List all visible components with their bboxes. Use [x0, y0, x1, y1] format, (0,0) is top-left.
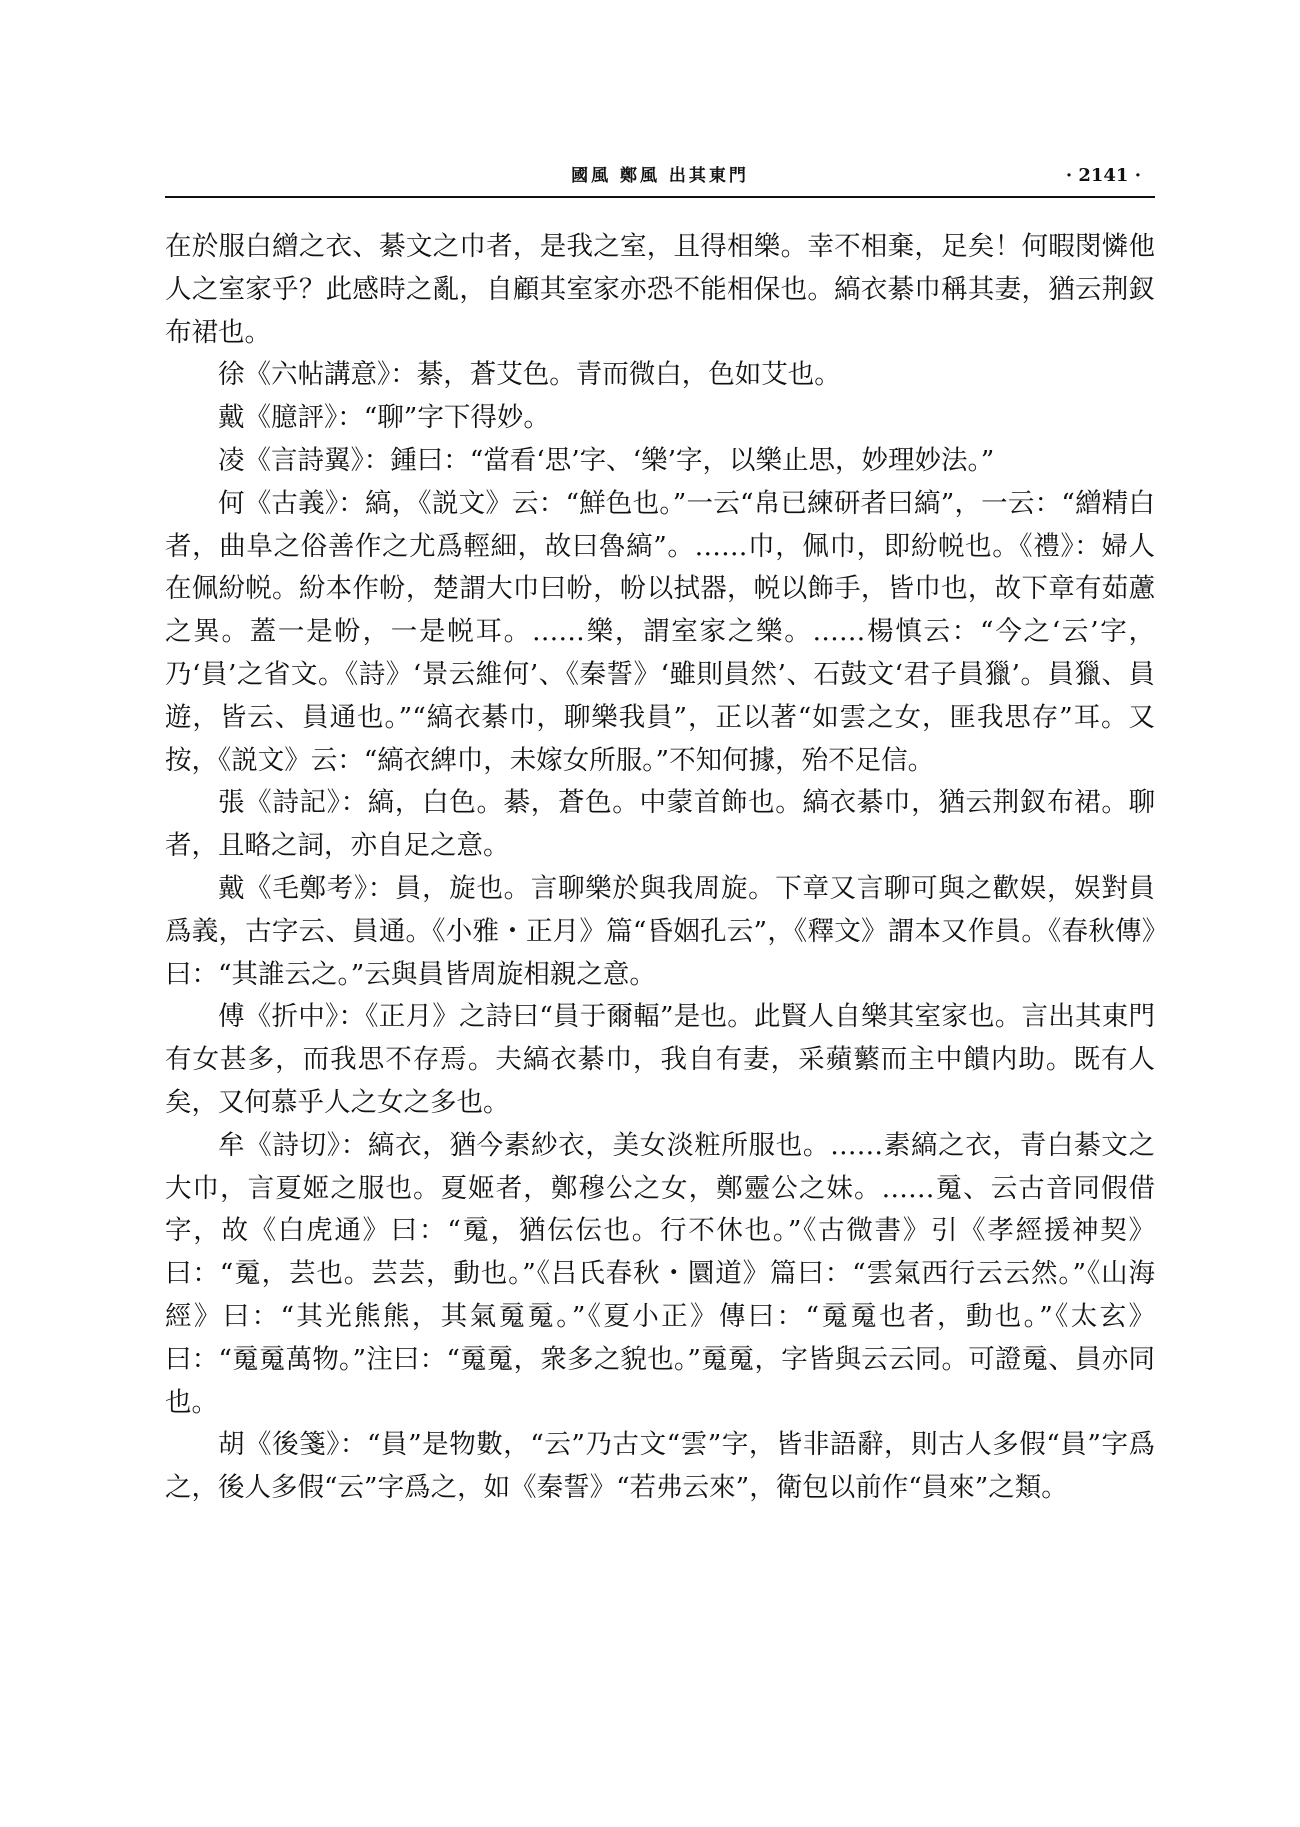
header-rule — [165, 196, 1155, 198]
paragraph-dai-maozhengkao: 戴《毛鄭考》：員，旋也。言聊樂於與我周旋。下章又言聊可與之歡娱，娱對員爲義，古字云、員通。《小雅・正月》篇“昏姻孔云”，《釋文》謂本又作員。《春秋傳》曰：“其誰云之。”云與員皆周旋相親之意。 — [165, 872, 1155, 990]
paragraph-mou-shiqie: 牟《詩切》：縞衣，猶今素紗衣，美女淡粧所服也。……素縞之衣，青白綦文之大巾，言夏姬之服也。夏姬者，鄭穆公之女，鄭靈公之妹。……䰟、云古音同假借字，故《白虎通》曰：“䰟，猶伝伝也。行不休也。”《古微書》引《孝經援神契》曰：“䰟，芸也。芸芸，動也。”《吕氏春秋・圜道》篇曰：“雲氣西行云云然。”《山海經》曰：“其光熊熊，其氣䰟䰟。”《夏小正》傳曰：“䰟䰟也者，動也。”《太玄》曰：“䰟䰟萬物。”注曰：“䰟䰟，衆多之貌也。”䰟䰟，字皆與云云同。可證䰟、員亦同也。 — [165, 1129, 1155, 1418]
page-number: · 2141 · — [1065, 165, 1141, 186]
paragraph-zhang-shiji: 張《詩記》：縞，白色。綦，蒼色。中蒙首飾也。縞衣綦巾，猶云荆釵布裙。聊者，且略之詞，亦自足之意。 — [165, 787, 1155, 862]
paragraph-fu-zhezhong: 傅《折中》：《正月》之詩曰“員于爾輻”是也。此賢人自樂其室家也。言出其東門有女甚多，而我思不存焉。夫縞衣綦巾，我自有妻，采蘋蘩而主中饋内助。既有人矣，又何慕乎人之女之多也。 — [165, 1001, 1155, 1118]
paragraph-he-guyi: 何《古義》：縞，《説文》云：“鮮色也。”一云“帛已練研者曰縞”，一云：“繒精白者，曲阜之俗善作之尤爲輕細，故曰魯縞”。……巾，佩巾，即紛帨也。《禮》：婦人在佩紛帨。紛本作帉，楚謂大巾曰帉，帉以拭器，帨以飾手，皆巾也，故下章有茹藘之異。蓋一是帉，一是帨耳。……樂，謂室家之樂。……楊慎云：“今之‘云’字，乃‘員’之省文。《詩》‘景云維何’、《秦誓》‘雖則員然’、石鼓文‘君子員獵’。員獵、員遊，皆云、員通也。”“縞衣綦巾，聊樂我員”，正以著“如雲之女，匪我思存”耳。又按，《説文》云：“縞衣綼巾，未嫁女所服。”不知何據，殆不足信。 — [165, 487, 1155, 776]
page-body — [165, 226, 1155, 1510]
paragraph-dai-yiping: 戴《臆評》：“聊”字下得妙。 — [218, 402, 550, 434]
paragraph-hu-houjian: 胡《後箋》：“員”是物數，“云”乃古文“雲”字，皆非語辭，則古人多假“員”字爲之，後人多假“云”字爲之，如《秦誓》“若弗云來”，衛包以前作“員來”之類。 — [165, 1429, 1155, 1504]
paragraph-xu-liutie: 徐《六帖講意》：綦，蒼艾色。青而微白，色如艾也。 — [218, 359, 841, 391]
paragraph-ling-yanshiyi: 凌《言詩翼》：鍾曰：“當看‘思’字、‘樂’字，以樂止思，妙理妙法。” — [218, 444, 995, 476]
paragraph-continued: 在於服白繒之衣、綦文之巾者，是我之室，且得相樂。幸不相棄，足矣！何暇閔憐他人之室家乎？此感時之亂，自顧其室家亦恐不能相保也。縞衣綦巾稱其妻，猶云荆釵布裙也。 — [165, 231, 1155, 348]
running-title: 國風 鄭風 出其東門 — [571, 166, 749, 186]
